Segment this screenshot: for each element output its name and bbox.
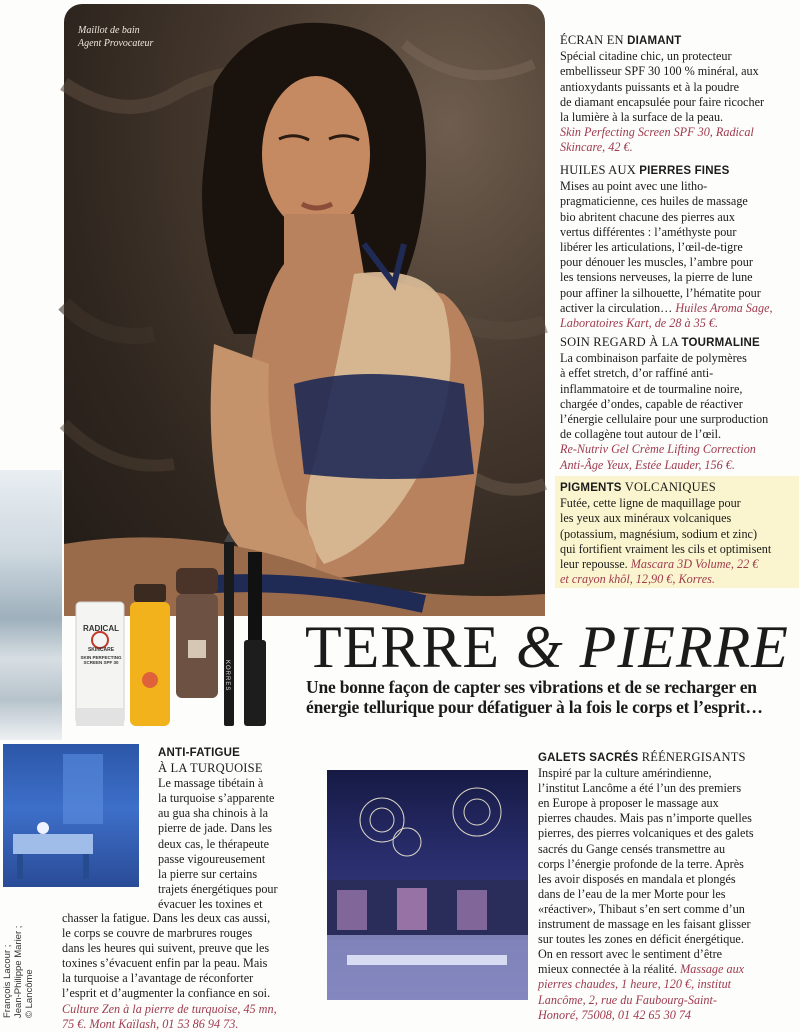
radical-tube-label: RADICAL SKINCARE SKIN PERFECTING SCREEN SPF 30 [80,624,122,665]
section-heading: ANTI-FATIGUE [158,747,241,759]
section-heading: HUILES AUX PIERRES FINES [560,163,730,177]
spa-photo-lancome-institut [327,770,528,1000]
sea-photo-strip [0,470,62,740]
products-illustration [72,540,292,730]
section-huiles-pierres-fines: HUILES AUX PIERRES FINES Mises au point avec une litho- pragmaticienne, ces huiles de massage bio abritent chacune des pierres aux vertus différentes : l’améthyste pour libérer les articulations, l’œil-de-tigre pour dénouer les muscles, l’ambre pour les tensions nerveuses, la pierre de lune pour affiner la silhouette, l’hématite pour activer la circulation… Huiles Aroma Sage, Laboratoires Kart, de 28 à 35 €. [560,163,798,331]
spa-photo-turquoise [3,744,139,887]
section-heading: GALETS SACRÉS RÉÉNERGISANTS [538,750,746,764]
model-illustration [64,4,545,616]
section-heading: ÉCRAN EN DIAMANT [560,33,682,47]
institut-interior-illustration [327,770,528,1000]
spa-room-illustration [3,744,139,887]
page-title: TERRE & PIERRE [305,614,789,680]
photo-credit: Maillot de bain Agent Provocateur [78,25,154,49]
page-subtitle: Une bonne façon de capter ses vibrations et de se recharger en énergie tellurique pour défatiguer à la fois le corps et l’esprit… [306,677,763,717]
section-pigments-volcaniques: PIGMENTS VOLCANIQUES Futée, cette ligne de maquillage pour les yeux aux minéraux volcaniques (potassium, magnésium, sodium et zinc) qui fortifient vraiment les cils et optimisent leur repousse. Mascara 3D Volume, 22 € et crayon khôl, 12,90 €, Korres. [560,480,798,587]
korres-label: KORRES [224,660,230,692]
section-heading: SOIN REGARD À LA TOURMALINE [560,335,760,349]
section-soin-regard-tourmaline: SOIN REGARD À LA TOURMALINE La combinaison parfaite de polymères à effet stretch, d’or raffiné anti- inflammatoire et de tourmaline noire, chargée d’ondes, capable de réactiver l’énergie cellulaire pour une surproduction de collagène tout autour de l’œil. Re-Nutriv Gel Crème Lifting Correction Anti-Âge Yeux, Estée Lauder, 156 €. [560,335,798,473]
section-galets-sacres: GALETS SACRÉS RÉÉNERGISANTS Inspiré par la culture amérindienne, l’institut Lancôme a été l’un des premiers en Europe à proposer le massage aux pierres chaudes. Mais pas n’importe quelles pierres, des pierres volcaniques et des galets sacrés du Gange censés transmettre au corps l’énergie profonde de la terre. Après les avoir disposés en mandala et plongés dans de l’eau de la mer Morte pour les «réactiver», Thibaut s’en sert comme d’un instrument de massage en les faisant glisser sur toutes les zones en déficit énergétique. On en ressort avec le sentiment d’être mieux connectée à la réalité. Massage aux pierres chaudes, 1 heure, 120 €, institut Lancôme, 2, rue du Faubourg-Saint- Honoré, 75008, 01 42 65 30 74 [538,750,798,1023]
vertical-photo-credit: François Lacour ; Jean-Philippe Marier ; © Lancôme [2,925,35,1018]
section-anti-fatigue-continued: chasser la fatigue. Dans les deux cas aussi, le corps se couvre de marbrures rouges dans les heures qui suivent, preuve que les toxines s’évacuent enfin par la peau. Mais la turquoise a l’avantage de réconforter l’esprit et d’augmenter la confiance en soi. Culture Zen à la pierre de turquoise, 45 mn, 75 €. Mont Kaïlash, 01 53 86 94 73. [62,911,277,1031]
section-anti-fatigue: ANTI-FATIGUE À LA TURQUOISE Le massage tibétain à la turquoise s’apparente au gua sha chinois à la pierre de jade. Dans les deux cas, le thérapeute passe vigoureusement la pierre sur certains trajets énergétiques pour évacuer les toxines et [158,745,310,912]
section-ecran-diamant: ÉCRAN EN DIAMANT Spécial citadine chic, un protecteur embellisseur SPF 30 100 % minéral, aux antioxydants puissants et à la poudre de diamant encapsulée pour faire ricocher la lumière à la surface de la peau. Skin Perfecting Screen SPF 30, Radical Skincare, 42 €. [560,33,798,156]
section-heading: PIGMENTS VOLCANIQUES [560,480,716,494]
hero-photo [64,4,545,616]
